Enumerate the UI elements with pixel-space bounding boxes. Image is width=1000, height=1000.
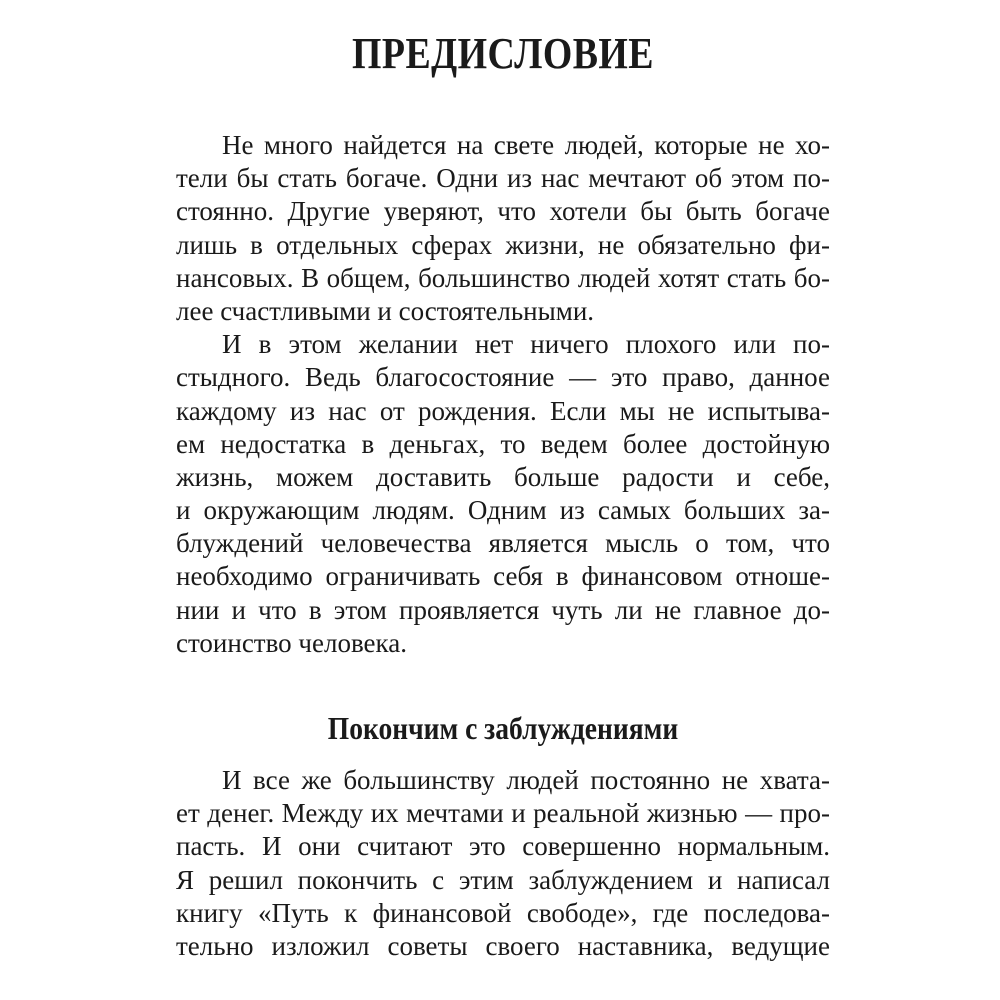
text-line: тельно изложил советы своего наставника, ведущие <box>176 930 830 961</box>
text-line: стыдного. Ведь благосостояние — это право, данное <box>176 362 830 393</box>
text-line: тели бы стать богаче. Одни из нас мечтают об этом по- <box>176 163 830 194</box>
text-line: Я решил покончить с этим заблуждением и написал <box>176 864 830 895</box>
text-line: блуждений человечества является мысль о том, что <box>176 528 830 559</box>
text-line: необходимо ограничивать себя в финансовом отноше- <box>176 561 830 592</box>
intro-text <box>176 129 830 660</box>
section-text <box>176 764 830 963</box>
book-page <box>176 0 830 1000</box>
text-line: стоянно. Другие уверяют, что хотели бы быть богаче <box>176 196 830 227</box>
text-line: лишь в отдельных сферах жизни, не обязательно фи- <box>176 229 830 260</box>
text-line: лее счастливыми и состоятельными. <box>176 295 595 326</box>
text-line: И все же большинству людей постоянно не хвата- <box>222 765 830 795</box>
text-line: жизнь, можем доставить больше радости и себе, <box>176 461 830 492</box>
page-title: ПРЕДИСЛОВИЕ <box>352 29 654 78</box>
text-line: и окружающим людям. Одним из самых больших за- <box>176 495 830 526</box>
section-heading: Покончим с заблуждениями <box>327 710 679 746</box>
text-line: нансовых. В общем, большинство людей хотят стать бо- <box>176 262 830 293</box>
text-line: нии и что в этом проявляется чуть ли не главное до- <box>176 594 830 625</box>
text-line: ем недостатка в деньгах, то ведем более достойную <box>176 428 830 459</box>
text-line: Не много найдется на свете людей, которые не хо- <box>222 130 830 160</box>
text-line: стоинство человека. <box>176 627 407 658</box>
text-line: пасть. И они считают это совершенно нормальным. <box>176 831 830 862</box>
text-line: каждому из нас от рождения. Если мы не испытыва- <box>176 395 830 426</box>
text-line: ет денег. Между их мечтами и реальной жизнью — про- <box>176 798 830 829</box>
text-line: книгу «Путь к финансовой свободе», где последова- <box>176 897 830 928</box>
text-line: И в этом желании нет ничего плохого или по- <box>222 329 830 360</box>
